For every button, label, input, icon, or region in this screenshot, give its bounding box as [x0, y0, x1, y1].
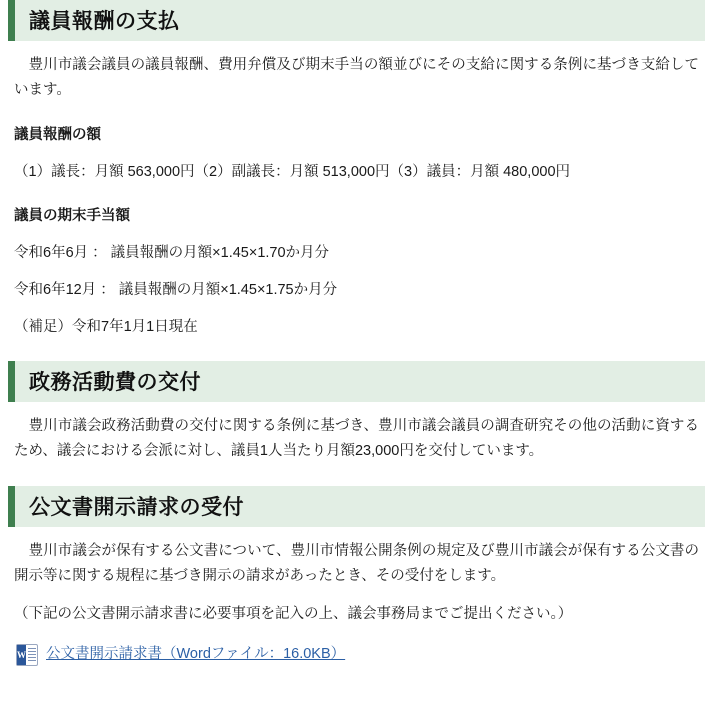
section-disclosure-request — [0, 486, 713, 666]
word-icon-lines — [28, 648, 36, 663]
disclosure-request-file-link[interactable]: 公文書開示請求書（Wordファイル：16.0KB） — [46, 646, 346, 663]
remuneration-intro-text: 豊川市議会議員の議員報酬、費用弁償及び期末手当の額並びにその支給に関する条例に基づき支給しています。 — [14, 57, 699, 98]
section-heading-political-activity: 政務活動費の交付 — [8, 361, 705, 402]
disclosure-request-note: （下記の公文書開示請求書に必要事項を記入の上、議会事務局までご提出ください。） — [14, 605, 573, 622]
word-icon-letter: W — [17, 645, 26, 665]
disclosure-request-text: 豊川市議会が保有する公文書について、豊川市情報公開条例の規定及び豊川市議会が保有する公文書の開示等に関する規程に基づき開示の請求があったとき、その受付をします。 — [14, 543, 699, 584]
remuneration-note: （補足）令和7年1月1日現在 — [14, 318, 198, 335]
term-allowance-line-december: 令和6年12月 ： 議員報酬の月額×1.45×1.75か月分 — [14, 281, 338, 298]
term-allowance-line-june: 令和6年6月 ： 議員報酬の月額×1.45×1.70か月分 — [14, 244, 330, 261]
section-remuneration — [0, 0, 713, 339]
section-heading-remuneration: 議員報酬の支払 — [8, 0, 705, 41]
word-file-icon — [16, 644, 38, 666]
section-political-activity — [0, 361, 713, 464]
term-allowance-subheading: 議員の期末手当額 — [14, 207, 130, 224]
remuneration-amount-subheading: 議員報酬の額 — [14, 126, 101, 143]
political-activity-text: 豊川市議会政務活動費の交付に関する条例に基づき、豊川市議会議員の調査研究その他の活動に資するため、議会における会派に対し、議員1人当たり月額23,000円を交付しています。 — [14, 418, 699, 460]
disclosure-request-file-row[interactable] — [16, 644, 699, 666]
section-heading-disclosure-request: 公文書開示請求の受付 — [8, 486, 705, 527]
remuneration-amount-text: （1）議長：月額 563,000円（2）副議長：月額 513,000円（3）議員：月額 480,000円 — [14, 163, 571, 180]
